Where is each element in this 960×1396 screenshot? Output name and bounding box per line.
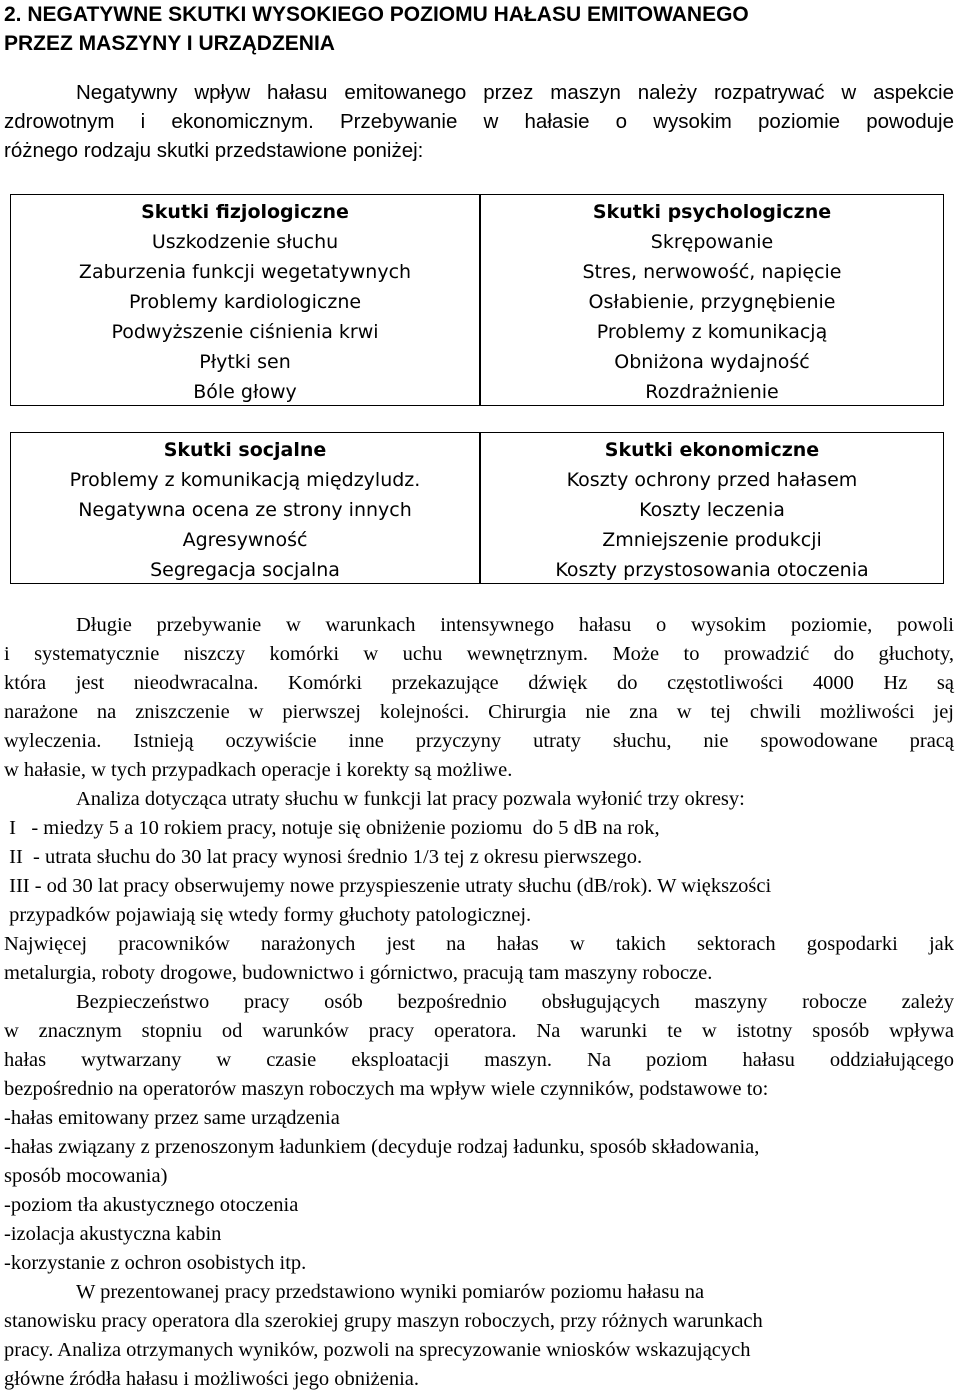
text-line: Najwięcej pracowników narażonych jest na hałas w takich sektorach gospodarki jak — [4, 933, 954, 955]
body-text — [4, 611, 954, 1394]
box-item: Negatywna ocena ze strony innych — [78, 499, 412, 521]
heading-line: PRZEZ MASZYNY I URZĄDZENIA — [4, 32, 335, 55]
text-line: narażone na zniszczenie w pierwszej kolejności. Chirurgia nie zna w tej chwili możliwości jej — [4, 701, 954, 723]
box-item: Osłabienie, przygnębienie — [588, 291, 836, 313]
text-line: i systematycznie niszczy komórki w uchu wewnętrznym. Może to prowadzić do głuchoty, — [4, 643, 954, 665]
text-line: która jest nieodwracalna. Komórki przekazujące dźwięk do częstotliwości 4000 Hz są — [4, 672, 954, 694]
text-line: stanowisku pracy operatora dla szerokiej grupy maszyn roboczych, przy różnych warunkach — [4, 1310, 763, 1332]
box-item: Stres, nerwowość, napięcie — [582, 261, 842, 283]
list-item: sposób mocowania) — [4, 1165, 168, 1187]
box-item: Obniżona wydajność — [614, 351, 810, 373]
box-item: Koszty ochrony przed hałasem — [566, 469, 858, 491]
box-item: Płytki sen — [199, 351, 291, 373]
text-line: bezpośrednio na operatorów maszyn roboczych ma wpływ wiele czynników, podstawowe to: — [4, 1078, 769, 1100]
psychological-effects-box — [480, 194, 944, 406]
box-item: Uszkodzenie słuchu — [151, 231, 339, 253]
text-line: hałas wytwarzany w czasie eksploatacji maszyn. Na poziom hałasu oddziałującego — [4, 1049, 954, 1071]
text-line: W prezentowanej pracy przedstawiono wyniki pomiarów poziomu hałasu na — [76, 1281, 705, 1303]
period-item: I - miedzy 5 a 10 rokiem pracy, notuje się obniżenie poziomu do 5 dB na rok, — [4, 817, 660, 839]
text-line: główne źródła hałasu i możliwości jego obniżenia. — [4, 1368, 420, 1390]
text-line: w hałasie, w tych przypadkach operacje i korekty są możliwe. — [4, 759, 513, 781]
box-item: Segregacja socjalna — [150, 559, 340, 581]
box-item: Koszty leczenia — [639, 499, 785, 521]
intro-line: Negatywny wpływ hałasu emitowanego przez maszyn należy rozpatrywać w aspekcie — [76, 81, 954, 104]
box-item: Problemy kardiologiczne — [128, 291, 362, 313]
box-item: Bóle głowy — [193, 381, 297, 403]
box-item: Skrępowanie — [650, 231, 774, 253]
list-item: -korzystanie z ochron osobistych itp. — [4, 1252, 307, 1274]
box-title: Skutki socjalne — [163, 439, 327, 461]
list-item: -poziom tła akustycznego otoczenia — [4, 1194, 299, 1216]
box-item: Problemy z komunikacją międzyludz. — [69, 469, 421, 491]
heading-line: 2. NEGATYWNE SKUTKI WYSOKIEGO POZIOMU HAŁASU EMITOWANEGO — [4, 3, 749, 26]
list-item: -hałas związany z przenoszonym ładunkiem (decyduje rodzaj ładunku, sposób składowania, — [4, 1136, 760, 1158]
period-item: przypadków pojawiają się wtedy formy głuchoty patologicznej. — [4, 904, 532, 926]
box-title: Skutki ekonomiczne — [604, 439, 820, 461]
intro-line: różnego rodzaju skutki przedstawione poniżej: — [4, 139, 424, 162]
paragraph-analysis: Analiza dotycząca utraty słuchu w funkcji lat pracy pozwala wyłonić trzy okresy: — [76, 788, 745, 810]
box-item: Zaburzenia funkcji wegetatywnych — [78, 261, 412, 283]
box-item: Agresywność — [182, 529, 308, 551]
period-item: III - od 30 lat pracy obserwujemy nowe przyspieszenie utraty słuchu (dB/rok). W większości — [4, 875, 772, 897]
social-effects-box — [10, 432, 480, 584]
box-item: Koszty przystosowania otoczenia — [555, 559, 869, 581]
section-heading — [4, 0, 954, 58]
paragraph-sectors — [4, 930, 954, 988]
physiological-effects-box — [10, 194, 480, 406]
text-line: wyleczenia. Istnieją oczywiście inne przyczyny utraty słuchu, nie spowodowane pracą — [4, 730, 954, 752]
text-line: Bezpieczeństwo pracy osób bezpośrednio obsługujących maszyny robocze zależy — [76, 991, 954, 1013]
period-item: II - utrata słuchu do 30 lat pracy wynosi średnio 1/3 tej z okresu pierwszego. — [4, 846, 643, 868]
hearing-loss-periods — [4, 814, 954, 930]
box-item: Podwyższenie ciśnienia krwi — [111, 321, 379, 343]
paragraph-safety — [4, 988, 954, 1104]
box-item: Problemy z komunikacją — [596, 321, 828, 343]
list-item: -izolacja akustyczna kabin — [4, 1223, 222, 1245]
text-line: pracy. Analiza otrzymanych wyników, pozwoli na sprecyzowanie wniosków wskazujących — [4, 1339, 751, 1361]
intro-line: zdrowotnym i ekonomicznym. Przebywanie w hałasie o wysokim poziomie powoduje — [4, 110, 954, 133]
paragraph-summary — [4, 1278, 954, 1394]
text-line: Długie przebywanie w warunkach intensywnego hałasu o wysokim poziomie, powoli — [76, 614, 954, 636]
box-title: Skutki psychologiczne — [592, 201, 832, 223]
box-item: Zmniejszenie produkcji — [602, 529, 822, 551]
box-item: Rozdrażnienie — [645, 381, 779, 403]
intro-paragraph — [4, 78, 954, 165]
text-line: metalurgia, roboty drogowe, budownictwo i górnictwo, pracują tam maszyny robocze. — [4, 962, 713, 984]
text-line: w znacznym stopniu od warunków pracy operatora. Na warunki te w istotny sposób wpływa — [4, 1020, 954, 1042]
noise-factors-list — [4, 1104, 954, 1278]
list-item: -hałas emitowany przez same urządzenia — [4, 1107, 340, 1129]
paragraph-hearing-damage — [4, 611, 954, 785]
economic-effects-box — [480, 432, 944, 584]
box-title: Skutki fizjologiczne — [141, 201, 349, 223]
